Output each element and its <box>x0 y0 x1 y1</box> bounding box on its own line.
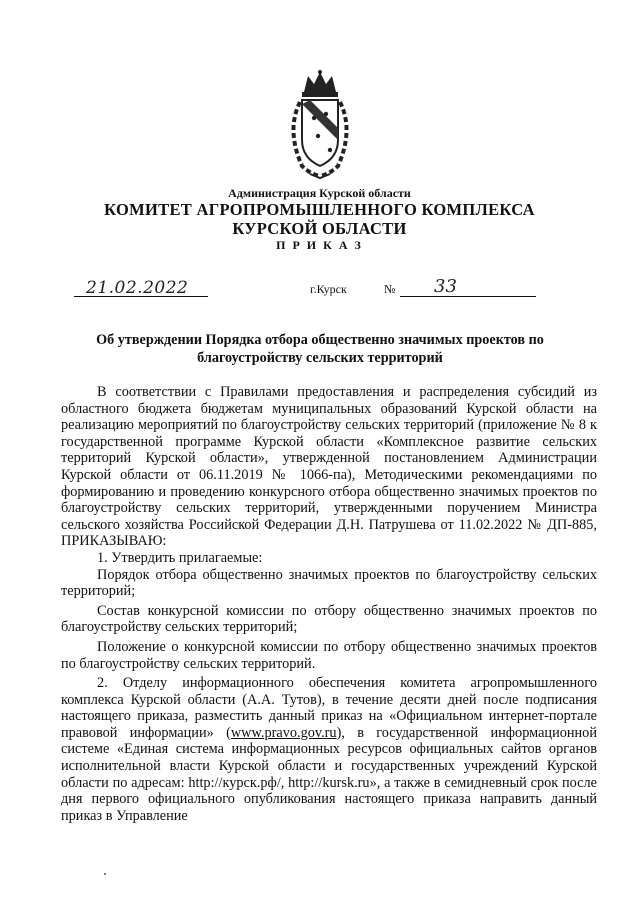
item-2 <box>61 675 597 824</box>
item-1: 1. Утвердить прилагаемые: <box>97 549 263 566</box>
document-body <box>61 384 597 824</box>
date-underline <box>74 296 208 297</box>
order-number: 33 <box>434 276 457 297</box>
pravo-link[interactable]: www.pravo.gov.ru <box>230 724 337 741</box>
administration-label: Администрация Курской области <box>228 186 411 200</box>
order-date: 21.02.2022 <box>86 278 189 298</box>
kursk-coat-of-arms-icon <box>280 70 360 180</box>
city-label: г.Курск <box>310 282 347 296</box>
document-title: Об утверждении Порядка отбора общественно значимых проектов по благоустройству сельских территорий <box>96 332 544 366</box>
order-heading: П Р И К А З <box>276 238 363 252</box>
item-1b: Состав конкурсной комиссии по отбору общественно значимых проектов по благоустройству сельских территорий; <box>61 602 597 636</box>
intro-paragraph: В соответствии с Правилами предоставления и распределения субсидий из областного бюджета бюджетам муниципальных образований Курской области на реализацию мероприятий по благоустройству сельских территорий (приложение № 8 к государственной программе Курской области «Комплексное развитие сельских территорий Курской области», утвержденной постановлением Администрации Курской области от 06.11.2019 № 1066-па), Методическими рекомендациями по формированию и проведению конкурсного отбора общественно значимых проектов по благоустройству сельских территорий, утвержденными поручением Министра сельского хозяйства Российской Федерации Д.Н. Патрушева от 11.02.2022 № ДП-885, ПРИКАЗЫВАЮ: <box>61 384 597 550</box>
committee-title: КОМИТЕТ АГРОПРОМЫШЛЕННОГО КОМПЛЕКСА <box>104 200 535 219</box>
item-1a: Порядок отбора общественно значимых проектов по благоустройству сельских территорий; <box>61 566 597 600</box>
item-1c: Положение о конкурсной комиссии по отбору общественно значимых проектов по благоустройству сельских территорий. <box>61 638 597 672</box>
number-sign: № <box>384 282 396 296</box>
number-underline <box>400 296 536 297</box>
region-title: КУРСКОЙ ОБЛАСТИ <box>232 219 407 238</box>
page-mark <box>104 873 106 875</box>
item-2-text-b: ), в государственной информационной системе «Единая система информационных ресурсов официальных сайтов органов исполнительной власти Курской области и государственных учреждений Курской области по адресам: http://курск.рф/, http://kursk.ru», а также в семидневный срок после дня первого официального опубликования настоящего приказа направить данный приказ в Управление <box>61 724 597 824</box>
item-2-text-a: 2. Отделу информационного обеспечения комитета агропромышленного комплекса Курской области (А.А. Тутов), в течение десяти дней после подписания настоящего приказа, разместить данный приказ на «Официальном интернет-портале правовой информации» ( <box>61 675 597 741</box>
